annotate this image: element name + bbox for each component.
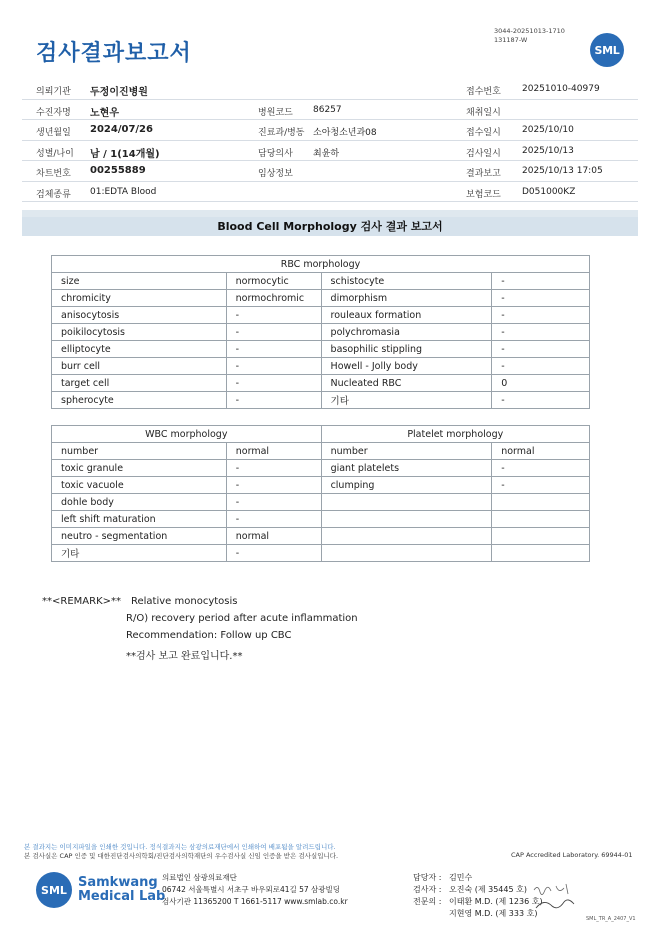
- info-value: 노현우: [90, 107, 119, 119]
- info-label: 임상정보: [258, 169, 293, 179]
- table-cell: 기타: [52, 545, 227, 562]
- info-value: 두정이진병원: [90, 87, 148, 98]
- info-label: 검체종류: [36, 189, 71, 200]
- lab-address-line: 06742 서울특별시 서초구 바우뫼로41길 57 삼광빌딩: [162, 885, 341, 894]
- staff-value: 김민수: [449, 873, 473, 882]
- table-cell: neutro - segmentation: [52, 528, 227, 545]
- wbc-table-header: WBC morphology: [52, 426, 322, 443]
- table-cell: -: [226, 545, 321, 562]
- table-row: [52, 341, 590, 358]
- wbc-platelet-table: [51, 425, 590, 562]
- staff-row: [413, 896, 543, 908]
- info-row: [22, 161, 638, 182]
- info-value: 20251010-40979: [522, 84, 600, 94]
- table-cell: normocytic: [226, 273, 321, 290]
- decorative-stripe: [22, 695, 638, 712]
- table-row: [52, 443, 590, 460]
- table-cell: target cell: [52, 375, 227, 392]
- table-cell: -: [492, 341, 590, 358]
- platelet-table-header: Platelet morphology: [321, 426, 589, 443]
- info-row: [22, 182, 638, 203]
- table-cell: -: [226, 392, 321, 409]
- table-cell: 기타: [321, 392, 492, 409]
- info-value: 01:EDTA Blood: [90, 186, 157, 197]
- table-cell: spherocyte: [52, 392, 227, 409]
- table-row: [52, 511, 590, 528]
- logo-text-line2: Medical Lab: [78, 889, 166, 904]
- decorative-stripe: [22, 797, 638, 814]
- remark-line-3: Recommendation: Follow up CBC: [126, 630, 292, 641]
- info-value: 2025/10/13: [522, 145, 574, 156]
- table-cell: size: [52, 273, 227, 290]
- table-cell: -: [492, 307, 590, 324]
- table-cell: [492, 494, 590, 511]
- table-cell: toxic vacuole: [52, 477, 227, 494]
- info-label: 의뢰기관: [36, 87, 71, 97]
- remark-line-4: **검사 보고 완료입니다.**: [126, 651, 243, 662]
- section-title: Blood Cell Morphology 검사 결과 보고서: [22, 217, 638, 236]
- info-value: 2025/10/13 17:05: [522, 166, 603, 176]
- info-label: 검사일시: [466, 148, 501, 159]
- table-cell: giant platelets: [321, 460, 492, 477]
- lab-address: [162, 872, 348, 908]
- table-row: [52, 528, 590, 545]
- table-cell: normal: [226, 443, 321, 460]
- info-value: 2025/10/10: [522, 125, 574, 135]
- table-cell: elliptocyte: [52, 341, 227, 358]
- table-cell: -: [492, 290, 590, 307]
- staff-row: [413, 908, 543, 920]
- table-row: [52, 358, 590, 375]
- table-cell: [321, 545, 492, 562]
- sml-logo-circle: SML: [36, 872, 72, 908]
- staff-value: 이태환 M.D. (제 1236 호): [449, 897, 543, 906]
- info-row: [22, 120, 638, 141]
- table-cell: rouleaux formation: [321, 307, 492, 324]
- decorative-stripe: [22, 560, 638, 577]
- table-cell: -: [492, 477, 590, 494]
- info-label: 병원코드: [258, 107, 293, 118]
- table-cell: burr cell: [52, 358, 227, 375]
- table-cell: -: [492, 358, 590, 375]
- info-value: 최윤하: [313, 148, 340, 159]
- table-row: [52, 545, 590, 562]
- footer-cap-number: CAP Accredited Laboratory. 69944-01: [511, 851, 633, 859]
- form-code: SML_TR_A_2407_V1: [586, 916, 636, 922]
- table-row: [52, 290, 590, 307]
- table-cell: clumping: [321, 477, 492, 494]
- table-cell: -: [226, 341, 321, 358]
- info-value: 소아청소년과08: [313, 128, 377, 138]
- page-title: 검사결과보고서: [36, 41, 192, 66]
- table-cell: -: [226, 375, 321, 392]
- info-row: [22, 141, 638, 162]
- table-cell: [492, 545, 590, 562]
- staff-label: 검사자 :: [413, 885, 442, 894]
- lab-address-line: 검사기관 11365200 T 1661-5117 www.smlab.co.kr: [162, 897, 348, 906]
- table-cell: schistocyte: [321, 273, 492, 290]
- table-cell: -: [226, 477, 321, 494]
- table-cell: left shift maturation: [52, 511, 227, 528]
- table-row: [52, 460, 590, 477]
- table-cell: [321, 511, 492, 528]
- info-label: 진료과/병동: [258, 128, 305, 138]
- logo-text-line1: Samkwang: [78, 875, 158, 890]
- info-row: [22, 79, 638, 100]
- table-cell: -: [226, 324, 321, 341]
- table-cell: basophilic stippling: [321, 341, 492, 358]
- table-cell: toxic granule: [52, 460, 227, 477]
- rbc-table-header: RBC morphology: [52, 256, 590, 273]
- table-cell: normal: [492, 443, 590, 460]
- decorative-stripe: [22, 763, 638, 780]
- info-value: D051000KZ: [522, 186, 576, 197]
- table-cell: polychromasia: [321, 324, 492, 341]
- samkwang-logo: [36, 872, 165, 908]
- table-cell: number: [52, 443, 227, 460]
- decorative-stripe: [22, 729, 638, 746]
- info-label: 담당의사: [258, 148, 293, 159]
- footer-print-notice: 본 결과지는 이미지파일을 인쇄한 것입니다. 정식결과지는 삼광의료재단에서 인쇄하여 배포됨을 알려드립니다.: [24, 843, 336, 851]
- report-code-line2: 131187-W: [494, 36, 528, 44]
- table-cell: -: [492, 460, 590, 477]
- sml-logo-badge: SML: [590, 33, 624, 67]
- table-cell: -: [226, 494, 321, 511]
- table-cell: -: [226, 307, 321, 324]
- table-cell: poikilocytosis: [52, 324, 227, 341]
- staff-value: 오진숙 (제 35445 호): [449, 885, 527, 894]
- report-code-line1: 3044-20251013-1710: [494, 27, 565, 35]
- table-row: [52, 477, 590, 494]
- table-row: [52, 392, 590, 409]
- patient-info-block: [22, 79, 638, 202]
- decorative-stripe: [22, 661, 638, 678]
- info-label: 생년월일: [36, 128, 71, 138]
- info-row: [22, 100, 638, 121]
- table-row: [52, 324, 590, 341]
- table-cell: dimorphism: [321, 290, 492, 307]
- info-label: 채취일시: [466, 107, 501, 118]
- report-code: [494, 27, 565, 45]
- remark-label: **<REMARK>**: [42, 596, 121, 607]
- table-cell: dohle body: [52, 494, 227, 511]
- remark-line-1: Relative monocytosis: [131, 596, 238, 607]
- staff-value: 지현영 M.D. (제 333 호): [449, 909, 538, 918]
- remark-line-2: R/O) recovery period after acute inflammation: [126, 613, 358, 624]
- table-cell: Nucleated RBC: [321, 375, 492, 392]
- info-label: 차트번호: [36, 169, 71, 179]
- table-cell: -: [226, 358, 321, 375]
- info-value: 남 / 1(14개월): [90, 148, 160, 160]
- table-cell: 0: [492, 375, 590, 392]
- table-cell: -: [492, 392, 590, 409]
- table-cell: [492, 528, 590, 545]
- info-label: 수진자명: [36, 107, 71, 118]
- table-cell: [321, 528, 492, 545]
- table-cell: normal: [226, 528, 321, 545]
- table-row: [52, 273, 590, 290]
- staff-label: 담당자 :: [413, 873, 442, 882]
- table-cell: chromicity: [52, 290, 227, 307]
- info-label: 접수번호: [466, 87, 501, 97]
- info-label: 접수일시: [466, 128, 501, 138]
- staff-row: [413, 872, 543, 884]
- table-row: [52, 307, 590, 324]
- table-cell: -: [492, 273, 590, 290]
- info-label: 성별/나이: [36, 148, 74, 159]
- info-value: 00255889: [90, 165, 146, 176]
- decorative-stripe: [22, 627, 638, 644]
- table-cell: anisocytosis: [52, 307, 227, 324]
- table-cell: [321, 494, 492, 511]
- table-cell: Howell - Jolly body: [321, 358, 492, 375]
- staff-label: 전문의 :: [413, 897, 442, 906]
- staff-row: [413, 884, 543, 896]
- table-cell: number: [321, 443, 492, 460]
- table-cell: normochromic: [226, 290, 321, 307]
- table-row: [52, 375, 590, 392]
- info-value: 86257: [313, 104, 342, 115]
- info-value: 2024/07/26: [90, 124, 153, 135]
- lab-address-line: 의료법인 삼광의료재단: [162, 873, 237, 882]
- rbc-morphology-table: [51, 255, 590, 409]
- table-cell: -: [492, 324, 590, 341]
- staff-list: [413, 872, 543, 920]
- logo-text: [78, 876, 165, 904]
- table-cell: -: [226, 511, 321, 528]
- info-label: 보험코드: [466, 189, 501, 200]
- footer-accreditation-note: 본 검사실은 CAP 인증 및 대한진단검사의학회/진단검사의학재단의 우수검사실 신임 인증을 받은 검사실입니다.: [24, 852, 339, 860]
- table-cell: -: [226, 460, 321, 477]
- info-label: 결과보고: [466, 169, 501, 179]
- signature-image: [530, 880, 582, 914]
- table-cell: [492, 511, 590, 528]
- table-row: [52, 494, 590, 511]
